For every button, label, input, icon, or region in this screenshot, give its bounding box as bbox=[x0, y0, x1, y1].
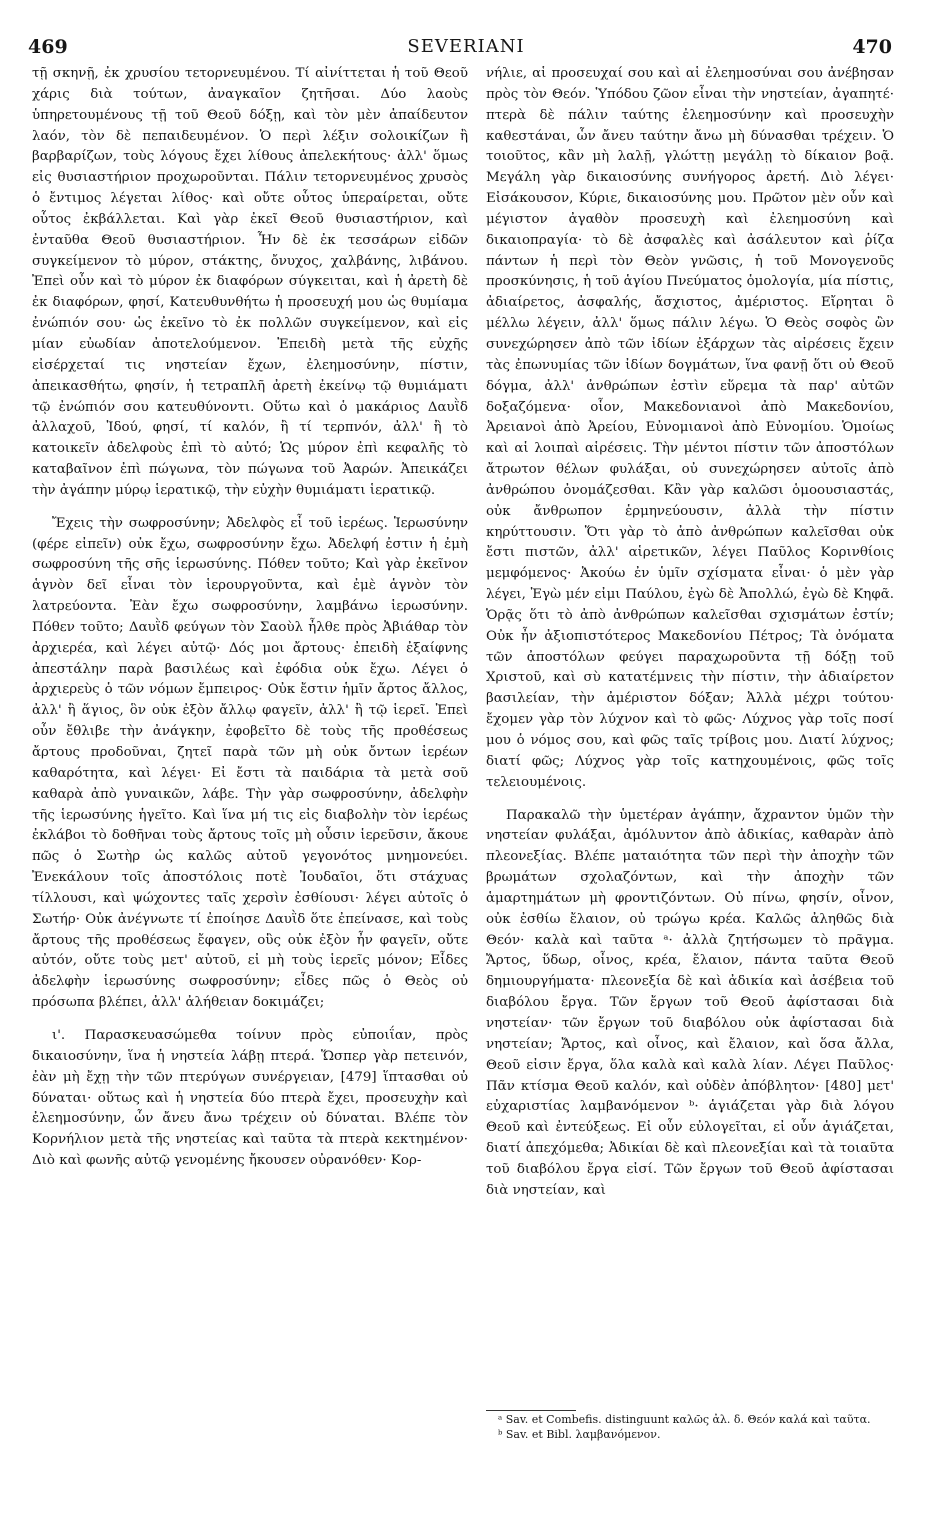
footnote-divider bbox=[486, 1410, 576, 1411]
footnote-a: ᵃ Sav. et Combefis. distinguunt καλῶς ἀλ. δ. Θεόν καλά καὶ ταῦτα. bbox=[498, 1413, 871, 1426]
paragraph: Ἔχεις τὴν σωφροσύνην; Ἀδελφὸς εἶ τοῦ ἱερέως. Ἱερωσύνην (φέρε εἰπεῖν) οὐκ ἔχω, σωφροσύνην ἔχω. Ἀδελφή ἐστιν ἡ ἐμὴ σωφροσύνη τῆς σῆς ἱερωσύνης. Πόθεν τοῦτο; Καὶ γὰρ ἐκεῖνον ἁγνὸν δεῖ εἶναι τὸν ἱερουργοῦντα, καὶ ἐμὲ ἁγνὸν τὸν λατρεύοντα. Ἐὰν ἔχω σωφροσύνην, λαμβάνω ἱερωσύνην. Πόθεν τοῦτο; Δαυῒδ φεύγων τὸν Σαοὺλ ἦλθε πρὸς Ἀβιάθαρ τὸν ἀρχιερέα, καὶ λέγει αὐτῷ· Δός μοι ἄρτους· ἐπειδὴ ἐξαίφνης ἀπεστάλην παρὰ βασιλέως καὶ ἐφόδια οὐκ ἔχω. Λέγει ὁ ἀρχιερεὺς ὁ τῶν νόμων ἔμπειρος· Οὐκ ἔστιν ἡμῖν ἄρτος ἄλλος, ἀλλ' ἢ ἅγιος, ὃν οὐκ ἐξὸν ἄλλῳ φαγεῖν, ἀλλ' ἢ τῷ ἱερεῖ. Ἐπεὶ οὖν ἔθλιβε τὴν ἀνάγκην, ἐφοβεῖτο δὲ τοὺς τῆς προθέσεως ἄρτους προδοῦναι, ζητεῖ παρὰ τῶν μὴ οὐκ ὄντων ἱερέων καθαρότητα, καὶ λέγει· Εἰ ἔστι τὰ παιδάρια τὰ μετὰ σοῦ καθαρὰ ἀπὸ γυναικῶν, λάβε. Τὴν γὰρ σωφροσύνην, ἀδελφὴν τῆς ἱερωσύνης ἡγεῖτο. Καὶ ἵνα μή τις εἰς διαβολὴν τὸν ἱερέως ἐκλάβοι τὸ δοθῆναι τοὺς ἄρτους τοῖς μὴ οὖσιν ἱερεῦσιν, ἄκουε πῶς ὁ Σωτὴρ ὡς καλῶς αὐτοῦ γεγονότος μνημονεύει. Ἐνεκάλουν τοῖς ἀποστόλοις ποτὲ Ἰουδαῖοι, ὅτι στάχυας τίλλουσι, καὶ ψώχοντες ταῖς χερσὶν ἐσθίουσι· λέγει αὐτοῖς ὁ Σωτήρ· Οὐκ ἀνέγνωτε τί ἐποίησε Δαυῒδ ὅτε ἐπείνασε, καὶ τοὺς ἄρτους τῆς προθέσεως ἔφαγεν, οὓς οὐκ ἐξὸν ἦν φαγεῖν, οὔτε αὐτόν, οὔτε τοὺς μετ' αὐτοῦ, εἰ μὴ τοὺς ἱερεῖς μόνον; Εἶδες ἀδελφὴν ἱερωσύνης σωφροσύνην; εἶδες πῶς ὁ Θεὸς οὐ πρόσωπα βλέπει, ἀλλ' ἀλήθειαν δοκιμάζει; bbox=[32, 515, 468, 1011]
running-title: SEVERIANI bbox=[407, 36, 525, 57]
paragraph: ι'. Παρασκευασώμεθα τοίνυν πρὸς εὐποιΐαν, πρὸς δικαιοσύνην, ἵνα ἡ νηστεία λάβῃ πτερά. Ὥσπερ γὰρ πετεινόν, ἐὰν μὴ ἔχῃ τὴν τῶν πτερύγων συνέργειαν, [479] ἵπτασθαι οὐ δύναται· οὕτως καὶ ἡ νηστεία δύο πτερὰ ἔχει, προσευχὴν καὶ ἐλεημοσύνην, ὧν ἄνευ ἄνω τρέχειν οὐ δύναται. Βλέπε τὸν Κορνήλιον μετὰ τῆς νηστείας καὶ ταῦτα τὰ πτερὰ κεκτημένον· Διὸ καὶ φωνῆς αὐτῷ γενομένης ἤκουσεν οὐρανόθεν· Κορ- bbox=[32, 1027, 468, 1169]
left-column bbox=[32, 64, 468, 1172]
page-header bbox=[0, 36, 932, 62]
footnote-b: ᵇ Sav. et Bibl. λαμβανόμενον. bbox=[498, 1428, 661, 1441]
right-column bbox=[486, 64, 894, 1202]
paragraph: τῇ σκηνῇ, ἐκ χρυσίου τετορνευμένου. Τί αἰνίττεται ἡ τοῦ Θεοῦ χάρις διὰ τούτων, ἀναγκαῖον ζητῆσαι. Δύο λαοὺς ὑπηρετουμένους τῇ τοῦ Θεοῦ δόξῃ, καὶ τὸν μὲν ἀπαίδευτον λαόν, τὸν δὲ πεπαιδευμένον. Ὁ περὶ λέξιν σολοικίζων ἢ βαρβαρίζων, τοὺς λόγους ἔχει λίθους ἀπελεκήτους· ἀλλ' ὅμως εἰς θυσιαστήριον προχωροῦνται. Πάλιν τετορνευμένος χρυσὸς ὁ ἔντιμος λέγεται λίθος· καὶ οὔτε οὗτος ὑπεραίρεται, οὔτε οὗτος ἐκβάλλεται. Καὶ γὰρ ἐκεῖ Θεοῦ θυσιαστήριον, καὶ ἐνταῦθα Θεοῦ θυσιαστήριον. Ἦν δὲ ἐκ τεσσάρων εἰδῶν συγκείμενον τὸ μύρον, στάκτης, ὄνυχος, χαλβάνης, λιβάνου. Ἐπεὶ οὖν καὶ τὸ μύρον ἐκ διαφόρων σύγκειται, καὶ ἡ ἀρετὴ δὲ ἐκ διαφόρων, φησί, Κατευθυνθήτω ἡ προσευχή μου ὡς θυμίαμα ἐνώπιόν σου· ὡς ἐκεῖνο τὸ ἐκ πολλῶν συγκείμενον, καὶ εἰς μίαν εὐωδίαν ἀποτελούμενον. Ἐπειδὴ μετὰ τῆς εὐχῆς εἰσέρχεταί τις νηστείαν ἔχων, ἐλεημοσύνην, πίστιν, ἀπεικασθήτω, φησίν, ἡ τετραπλῆ ἀρετὴ ἐκείνῳ τῷ θυμιάματι τῷ ἐνώπιόν σου κατευθύνοντι. Οὕτω καὶ ὁ μακάριος Δαυῒδ ἀλλαχοῦ, Ἰδού, φησί, τί καλόν, ἢ τί τερπνόν, ἀλλ' ἢ τὸ κατοικεῖν ἀδελφοὺς ἐπὶ τὸ αὐτό; Ὡς μύρον ἐπὶ κεφαλῆς τὸ καταβαῖνον ἐπὶ πώγωνα, τὸν πώγωνα τοῦ Ἀαρών. Ἀπεικάζει τὴν ἀγάπην μύρῳ ἱερατικῷ, τὴν εὐχὴν θυμιάματι ἱερατικῷ. bbox=[32, 66, 468, 498]
page-number-right: 470 bbox=[852, 36, 892, 58]
paragraph: Παρακαλῶ τὴν ὑμετέραν ἀγάπην, ἄχραντον ὑμῶν τὴν νηστείαν φυλάξαι, ἀμόλυντον ἀπὸ ἀδικίας, καθαρὰν ἀπὸ πλεονεξίας. Βλέπε ματαιότητα τῶν περὶ τὴν ἀποχὴν τῶν βρωμάτων σχολαζόντων, καὶ τὴν ἀποχὴν τῶν ἁμαρτημάτων μὴ φροντιζόντων. Οὐ πίνω, φησίν, οἶνον, οὐκ ἐσθίω ἔλαιον, οὐ τρώγω κρέα. Καλῶς ἀληθῶς διὰ Θεόν· καλὰ καὶ ταῦτα ᵃ· ἀλλὰ ζητήσωμεν τὸ πρᾶγμα. Ἄρτος, ὕδωρ, οἶνος, κρέα, ἔλαιον, πάντα ταῦτα Θεοῦ δημιουργήματα· πλεονεξία δὲ καὶ ἀδικία καὶ ἀσέβεια τοῦ διαβόλου ἔργα. Τῶν ἔργων τοῦ Θεοῦ ἀφίστασαι διὰ νηστείαν· τῶν ἔργων τοῦ διαβόλου οὐκ ἀφίστασαι διὰ νηστείαν; Ἄρτος, καὶ οἶνος, καὶ ἔλαιον, καὶ ὅσα ἄλλα, Θεοῦ εἰσιν ἔργα, ὅλα καλὰ καὶ καλὰ λίαν. Λέγει Παῦλος· Πᾶν κτίσμα Θεοῦ καλόν, καὶ οὐδὲν ἀπόβλητον· [480] μετ' εὐχαριστίας λαμβανόμενον ᵇ· ἁγιάζεται γὰρ διὰ λόγου Θεοῦ καὶ ἐντεύξεως. Εἰ οὖν εὐλογεῖται, εἰ οὖν ἁγιάζεται, διατί ἀπεχόμεθα; Ἀδικίαι δὲ καὶ πλεονεξίαι καὶ τὰ τοιαῦτα τοῦ διαβόλου ἔργα εἰσί. Τῶν ἔργων τοῦ Θεοῦ ἀφίστασαι διὰ νηστείαν, καὶ bbox=[486, 807, 894, 1198]
paragraph: νήλιε, αἱ προσευχαί σου καὶ αἱ ἐλεημοσύναι σου ἀνέβησαν πρὸς τὸν Θεόν. Ὑπόδου ζῶον εἶναι τὴν νηστείαν, ἀγαπητέ· πτερὰ δὲ πάλιν ταύτης ἐλεημοσύνην καὶ προσευχὴν καθεστάναι, ὧν ἄνευ ταύτην ἄνω μὴ δύνασθαι τρέχειν. Ὁ τοιοῦτος, κἂν μὴ λαλῇ, γλώττῃ μεγάλῃ τὸ δίκαιον βοᾷ. Μεγάλη γὰρ δικαιοσύνης συνήγορος ἀρετή. Διὸ λέγει· Εἰσάκουσον, Κύριε, δικαιοσύνης μου. Πρῶτον μὲν οὖν καὶ μέγιστον ἀγαθὸν προσευχὴ καὶ ἐλεημοσύνη καὶ δικαιοπραγία· τὸ δὲ ἀσφαλὲς καὶ ἀσάλευτον καὶ ῥίζα πάντων ἡ περὶ τὸν Θεὸν γνῶσις, ἡ τοῦ Μονογενοῦς προσκύνησις, ἡ τοῦ ἁγίου Πνεύματος ὁμολογία, μία πίστις, ἀδιαίρετος, ἀσφαλής, ἄσχιστος, ἀμέριστος. Εἴρηται ὃ μέλλω λέγειν, ἀλλ' ὅμως πάλιν λέγω. Ὁ Θεὸς σοφὸς ὢν συνεχώρησεν ἀπὸ τῶν ἰδίων ἐξάρχων τὰς αἱρέσεις ἔχειν τὰς ἐπωνυμίας τῶν ἰδίων δογμάτων, ἵνα φανῇ ὅτι οὐ Θεοῦ δόγμα, ἀλλ' ἀνθρώπων ἐστὶν εὕρεμα τὰ παρ' αὐτῶν δοξαζόμενα· οἷον, Μακεδονιανοὶ ἀπὸ Μακεδονίου, Ἀρειανοὶ ἀπὸ Ἀρείου, Εὐνομιανοὶ ἀπὸ Εὐνομίου. Ὁμοίως καὶ αἱ λοιπαὶ αἱρέσεις. Τὴν μέντοι πίστιν τῶν ἀποστόλων ἄτρωτον θέλων φυλάξαι, οὐ συνεχώρησεν αὐτοῖς ἀπὸ ἀνθρώπου ὀνομάζεσθαι. Κἂν γὰρ καλῶσι ὁμοουσιαστάς, οὐκ ἄνθρωπον ἑρμηνεύουσιν, ἀλλὰ τὴν πίστιν κηρύττουσιν. Ὅτι γὰρ τὸ ἀπὸ ἀνθρώπων καλεῖσθαι οὐκ ἔστι πιστῶν, ἀλλ' αἱρετικῶν, λέγει Παῦλος Κορινθίοις μεμφόμενος· Ἀκούω ἐν ὑμῖν σχίσματα εἶναι· ὁ μὲν γὰρ λέγει, Ἐγὼ μέν εἰμι Παύλου, ἐγὼ δὲ Ἀπολλώ, ἐγὼ δὲ Κηφᾶ. Ὁρᾷς ὅτι τὸ ἀπὸ ἀνθρώπων καλεῖσθαι σχισμάτων ἐστίν; Οὐκ ἦν ἀξιοπιστότερος Μακεδονίου Πέτρος; Τὰ ὀνόματα τῶν ἀποστόλων φεύγει παραχωροῦντα τῇ δόξῃ τοῦ Χριστοῦ, καὶ σὺ κατατέμνεις τὴν πίστιν, τὴν ἀδιαίρετον βασιλείαν, τὴν ἀμέριστον δόξαν; Ἀλλὰ μέχρι τούτου· ἔχομεν γὰρ τὸν λύχνον καὶ τὸ φῶς· Λύχνος γὰρ τοῖς ποσί μου ὁ νόμος σου, καὶ φῶς ταῖς τρίβοις μου. Διατί λύχνος; διατί φῶς; Λύχνος γὰρ τοῖς κατηχουμένοις, φῶς τοῖς τελειουμένοις. bbox=[486, 66, 894, 790]
page-number-left: 469 bbox=[28, 36, 68, 58]
footnotes bbox=[486, 1412, 894, 1442]
